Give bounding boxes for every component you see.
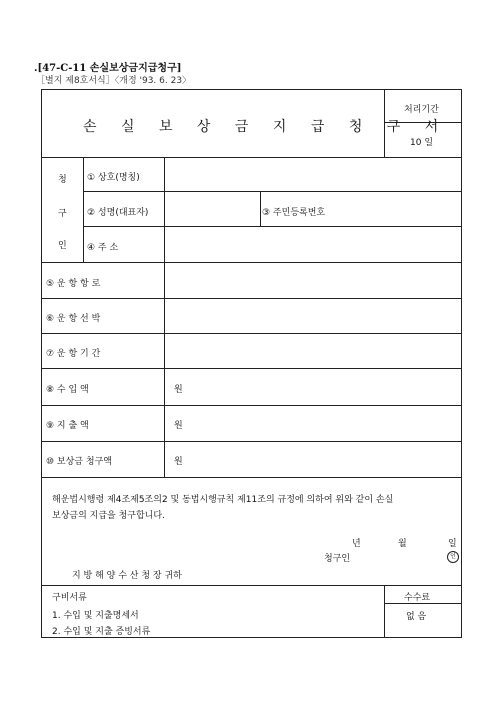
row-divider [42,333,461,334]
column-divider [164,157,165,477]
date-month: 월 [398,539,407,549]
claimant-char: 청 [58,175,67,185]
company-label: ① 상호(명칭) [87,173,140,183]
form-title: 손 실 보 상 금 지 급 청 구 서 [83,119,449,135]
claimant-signature-label: 청구인 [324,554,351,564]
seal-mark: 인 [447,551,459,563]
row-divider [83,226,461,227]
claimant-char: 인 [58,241,67,251]
recipient: 지 방 해 양 수 산 청 장 귀하 [72,571,182,581]
claimant-char: 구 [58,209,67,219]
resident-number-label: ③ 주민등록번호 [262,208,326,218]
row-divider [42,477,461,478]
statement-line: 보상금의 지급을 청구합니다. [52,511,165,521]
row-divider [42,298,461,299]
operation-period-label: ⑦ 운 항 기 간 [46,349,101,359]
expense-won: 원 [174,421,183,431]
column-divider [83,157,84,262]
fee-value: 없 음 [406,612,427,622]
expense-label: ⑨ 지 출 액 [46,421,89,431]
row-divider [42,585,461,586]
row-divider [83,191,461,192]
column-divider [260,191,261,226]
fee-divider [384,603,461,604]
required-doc-item: 2. 수입 및 지출 증빙서류 [52,627,151,637]
claim-form [41,89,462,638]
fee-label: 수수료 [404,593,431,603]
claim-won: 원 [174,457,183,467]
vessel-label: ⑥ 운 항 선 박 [46,314,101,324]
period-label: 처리기간 [404,105,439,115]
row-divider [42,157,461,158]
income-won: 원 [174,385,183,395]
column-divider [384,585,385,637]
row-divider [42,441,461,442]
date-day: 일 [448,539,457,549]
route-label: ⑤ 운 항 항 로 [46,279,101,289]
name-label: ② 성명(대표자) [87,208,149,218]
row-divider [42,368,461,369]
form-code: .[47-C-11 손실보상금지급청구] [34,63,182,74]
required-doc-item: 1. 수입 및 지출명세서 [52,611,139,621]
form-reference: ［별지 제8호서식］〈개정 '93. 6. 23〉 [36,76,192,86]
address-label: ④ 주 소 [87,243,119,253]
row-divider [42,262,461,263]
income-label: ⑧ 수 입 액 [46,385,89,395]
required-docs-title: 구비서류 [52,593,87,603]
statement-line: 해운법시행령 제4조제5조의2 및 동법시행규칙 제11조의 규정에 의하여 위와 같이 손실 [52,495,394,505]
date-year: 년 [352,539,361,549]
row-divider [42,405,461,406]
period-value: 10 일 [410,138,434,148]
claim-amount-label: ⑩ 보상금 청구액 [46,457,112,467]
